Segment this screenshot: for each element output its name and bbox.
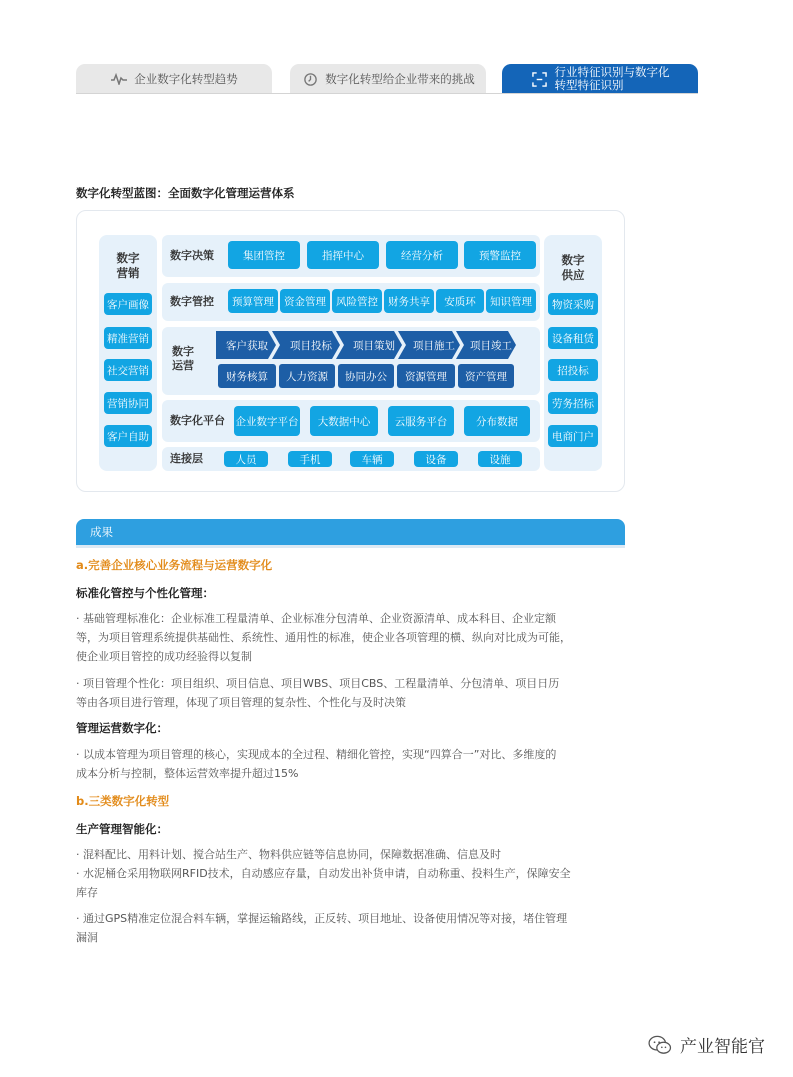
decision-item: 预警监控: [464, 241, 536, 269]
connect-item: 车辆: [350, 451, 394, 467]
subheading-production-intelligence: 生产管理智能化：: [76, 822, 168, 836]
decision-item: 指挥中心: [307, 241, 379, 269]
brand-name: 产业智能官: [680, 1037, 765, 1057]
row-connect-layer: [162, 447, 540, 471]
connect-item: 设备: [414, 451, 458, 467]
control-item: 风险管控: [332, 289, 382, 313]
paragraph-rfid-silo: · 水泥桶仓采用物联网RFID技术，自动感应存量，自动发出补货申请，自动称重、投料生产，保障安全 库存: [76, 867, 571, 899]
connect-item: 人员: [224, 451, 268, 467]
platform-item: 分布数据: [464, 406, 530, 436]
tab-label: 数字化转型给企业带来的挑战: [325, 72, 475, 86]
top-tabs: [76, 64, 698, 94]
subheading-standardization: 标准化管控与个性化管理：: [76, 586, 214, 600]
subheading-operation-digitization: 管理运营数字化：: [76, 721, 168, 735]
row-digital-operation: [162, 327, 540, 395]
row-digital-platform: [162, 400, 540, 442]
scan-icon: [531, 70, 549, 88]
row-label: 数字化平台: [170, 414, 225, 427]
tab-digital-trend[interactable]: [76, 64, 272, 94]
row-label: 数字管控: [170, 295, 214, 308]
flow-step: 项目策划: [353, 339, 395, 352]
operation-item: 资源管理: [397, 364, 455, 388]
paragraph-project-personalization: · 项目管理个性化：项目组织、项目信息、项目WBS、项目CBS、工程量清单、分包清单、项目日历 等由各项目进行管理，体现了项目管理的复杂性、个性化与及时决策: [76, 677, 560, 709]
tab-challenges[interactable]: [290, 64, 486, 94]
results-header-underline: [76, 545, 625, 548]
marketing-item: 社交营销: [104, 359, 152, 381]
supply-item: 电商门户: [548, 425, 598, 447]
flow-step: 项目竣工: [470, 339, 512, 352]
column-heading: 数字 供应: [561, 253, 585, 282]
operation-item: 财务核算: [218, 364, 276, 388]
row-digital-decision: [162, 235, 540, 277]
platform-item: 企业数字平台: [234, 406, 300, 436]
control-item: 财务共享: [384, 289, 434, 313]
paragraph-mix-ratio: · 混料配比、用料计划、搅合站生产、物料供应链等信息协同，保障数据准确、信息及时: [76, 848, 501, 861]
section-a-title: a.完善企业核心业务流程与运营数字化: [76, 558, 273, 572]
digital-supply-column: [544, 235, 602, 471]
tab-label: 企业数字化转型趋势: [134, 72, 238, 86]
row-digital-control: [162, 283, 540, 321]
control-item: 预算管理: [228, 289, 278, 313]
control-item: 安质环: [436, 289, 484, 313]
control-item: 资金管理: [280, 289, 330, 313]
tab-label: 行业特征识别与数字化 转型特征识别: [554, 65, 670, 92]
operation-item: 协同办公: [338, 364, 394, 388]
flow-step: 项目投标: [290, 339, 332, 352]
supply-item: 劳务招标: [548, 392, 598, 414]
diagram-title: 数字化转型蓝图：全面数字化管理运营体系: [76, 186, 295, 200]
wechat-icon: [648, 1035, 672, 1055]
supply-item: 招投标: [548, 359, 598, 381]
decision-item: 集团管控: [228, 241, 300, 269]
operation-item: 人力资源: [279, 364, 335, 388]
marketing-item: 客户画像: [104, 293, 152, 315]
paragraph-basic-standardization: · 基础管理标准化：企业标准工程量清单、企业标准分包清单、企业资源清单、成本科目、企业定额 等，为项目管理系统提供基础性、系统性、通用性的标准，使企业各项管理的横、纵向对比成为可能， 使企业项目管控的成功经验得以复制: [76, 612, 571, 663]
flow-step: 客户获取: [226, 339, 268, 352]
decision-item: 经营分析: [386, 241, 458, 269]
digital-marketing-column: [99, 235, 157, 471]
row-label: 连接层: [170, 452, 203, 465]
connect-item: 设施: [478, 451, 522, 467]
row-label: 数字 运营: [172, 345, 194, 372]
connect-item: 手机: [288, 451, 332, 467]
platform-item: 大数据中心: [310, 406, 378, 436]
paragraph-gps-vehicles: · 通过GPS精准定位混合料车辆，掌握运输路线，正反转、项目地址、设备使用情况等对接，堵住管理 漏洞: [76, 912, 568, 944]
pulse-icon: [110, 70, 128, 88]
refresh-icon: [301, 70, 319, 88]
operation-item: 资产管理: [458, 364, 514, 388]
marketing-item: 精准营销: [104, 327, 152, 349]
tab-industry-identification[interactable]: [502, 64, 698, 94]
section-b-title: b.三类数字化转型: [76, 794, 170, 808]
marketing-item: 客户自助: [104, 425, 152, 447]
column-heading: 数字 营销: [116, 251, 140, 280]
supply-item: 物资采购: [548, 293, 598, 315]
marketing-item: 营销协同: [104, 392, 152, 414]
blueprint-diagram: [76, 210, 625, 492]
flow-step: 项目施工: [413, 339, 455, 352]
control-item: 知识管理: [486, 289, 536, 313]
tabs-divider: [76, 93, 698, 94]
results-header-bar: 成果: [76, 519, 625, 545]
platform-item: 云服务平台: [388, 406, 454, 436]
row-label: 数字决策: [170, 249, 214, 262]
supply-item: 设备租赁: [548, 327, 598, 349]
brand-watermark: [648, 1032, 765, 1057]
paragraph-cost-management: · 以成本管理为项目管理的核心，实现成本的全过程、精细化管控，实现“四算合一”对比、多维度的 成本分析与控制，整体运营效率提升超过15%: [76, 748, 557, 780]
